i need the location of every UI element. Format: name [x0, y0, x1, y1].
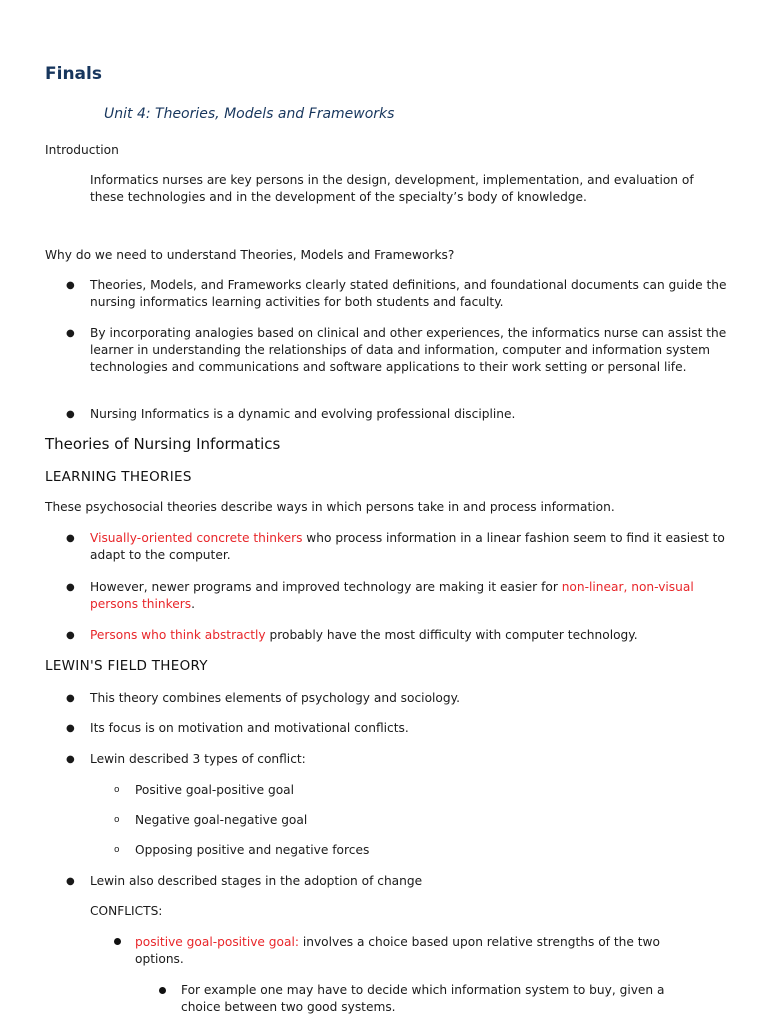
- highlight-text: positive goal-positive goal:: [135, 935, 299, 949]
- bullet-icon: ●: [66, 582, 75, 593]
- learning-item-1: [90, 530, 730, 564]
- bullet-icon: ●: [66, 280, 75, 291]
- example-text: For example one may have to decide which information system to buy, given a choice between two good systems.: [181, 983, 665, 1014]
- bullet-icon: ●: [66, 723, 75, 734]
- intro-label: Introduction: [45, 143, 119, 157]
- bullet-icon: ●: [66, 754, 75, 765]
- item-text: who process information in a linear fashion seem to find it easiest to adapt to the computer.: [90, 531, 725, 562]
- conflict-type-2: Negative goal-negative goal: [135, 813, 308, 827]
- item-text: involves a choice based upon relative strengths of the two options.: [135, 935, 660, 966]
- learning-item-2: [90, 579, 730, 613]
- circle-bullet-icon: o: [114, 785, 120, 795]
- learning-item-3: [90, 627, 730, 644]
- learning-theories-heading: LEARNING THEORIES: [45, 469, 192, 485]
- bullet-icon: [159, 987, 166, 994]
- bullet-icon: ●: [66, 876, 75, 887]
- highlight-text: non-linear, non-visual persons thinkers: [90, 580, 694, 611]
- why-question: Why do we need to understand Theories, Models and Frameworks?: [45, 248, 455, 262]
- unit-title: Unit 4: Theories, Models and Frameworks: [104, 106, 395, 122]
- circle-bullet-icon: o: [114, 815, 120, 825]
- why-item-1: Theories, Models, and Frameworks clearly stated definitions, and foundational documents can guide the nursing informatics learning activities for both students and faculty.: [90, 278, 727, 309]
- bullet-icon: ●: [66, 693, 75, 704]
- bullet-icon: ●: [66, 630, 75, 641]
- conflict-type-1: Positive goal-positive goal: [135, 783, 295, 797]
- why-item-3: Nursing Informatics is a dynamic and evolving professional discipline.: [90, 407, 516, 421]
- circle-bullet-icon: o: [114, 845, 120, 855]
- lewin-item-4: Lewin also described stages in the adoption of change: [90, 874, 423, 888]
- intro-text: Informatics nurses are key persons in the design, development, implementation, and evaluation of these technologies and in the development of the specialty’s body of knowledge.: [90, 173, 694, 204]
- highlight-text: Persons who think abstractly: [90, 628, 266, 642]
- theories-heading: Theories of Nursing Informatics: [45, 435, 281, 453]
- lewin-item-1: This theory combines elements of psychology and sociology.: [90, 691, 460, 705]
- lewin-item-2: Its focus is on motivation and motivational conflicts.: [90, 721, 409, 735]
- lewin-item-3: Lewin described 3 types of conflict:: [90, 752, 306, 766]
- item-text: .: [191, 597, 195, 611]
- item-text: probably have the most difficulty with computer technology.: [265, 628, 638, 642]
- item-text: However, newer programs and improved technology are making it easier for: [90, 580, 562, 594]
- conflicts-label: CONFLICTS:: [90, 904, 163, 918]
- bullet-icon: ●: [66, 328, 75, 339]
- bullet-icon: [114, 938, 121, 945]
- why-item-2: By incorporating analogies based on clinical and other experiences, the informatics nurse can assist the learner in understanding the relationships of data and information, computer and information system technologies and communications and software applications to their work setting or personal life.: [90, 326, 727, 374]
- bullet-icon: ●: [66, 409, 75, 420]
- page-heading: Finals: [45, 64, 102, 84]
- conflict-1: [135, 934, 695, 968]
- lewin-heading: LEWIN'S FIELD THEORY: [45, 658, 208, 674]
- conflict-type-3: Opposing positive and negative forces: [135, 843, 370, 857]
- bullet-icon: ●: [66, 533, 75, 544]
- learning-intro: These psychosocial theories describe ways in which persons take in and process information.: [45, 500, 615, 514]
- highlight-text: Visually-oriented concrete thinkers: [90, 531, 303, 545]
